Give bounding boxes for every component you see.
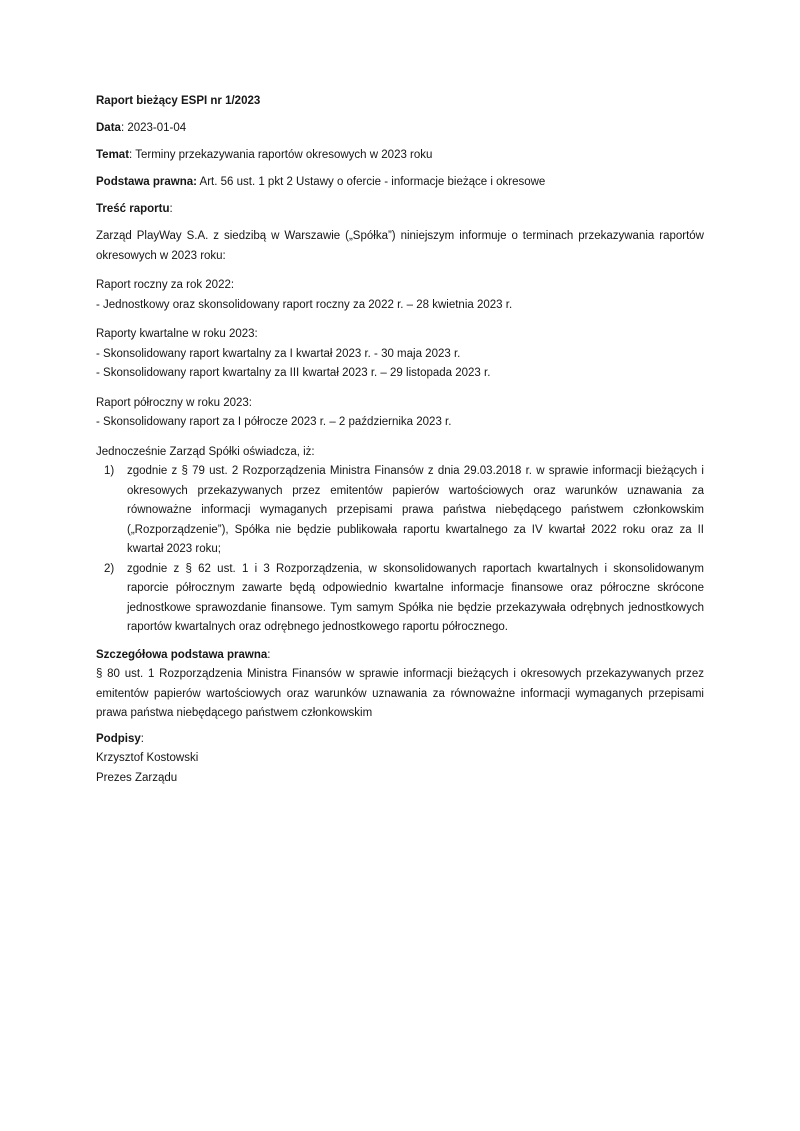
intro-paragraph: Zarząd PlayWay S.A. z siedzibą w Warszawie („Spółka”) niniejszym informuje o terminach przekazywania raportów okresowych w 2023 roku: — [96, 230, 704, 262]
schedule-annual-item: - Jednostkowy oraz skonsolidowany raport roczny za 2022 r. – 28 kwietnia 2023 r. — [96, 298, 513, 311]
schedule-quarterly-item-q3: - Skonsolidowany raport kwartalny za III kwartał 2023 r. – 29 listopada 2023 r. — [96, 367, 491, 379]
meta-subject-value: : Terminy przekazywania raportów okresowych w 2023 roku — [129, 149, 433, 161]
schedule-quarterly-block — [96, 325, 704, 384]
meta-legal-basis-value: Art. 56 ust. 1 pkt 2 Ustawy o ofercie - informacje bieżące i okresowe — [196, 176, 546, 188]
statement-item-1 — [96, 462, 704, 560]
meta-date-line — [96, 119, 704, 139]
schedule-annual-block — [96, 276, 704, 315]
signatures-label: Podpisy — [96, 732, 141, 745]
schedule-halfyear-heading: Raport półroczny w roku 2023: — [96, 396, 252, 409]
signatures-heading — [96, 730, 704, 750]
content-heading — [96, 200, 704, 220]
statement-item-2 — [96, 560, 704, 638]
meta-subject-label: Temat — [96, 149, 130, 161]
statement-item-2-marker: 2) — [104, 562, 115, 575]
detailed-legal-basis-heading — [96, 646, 704, 666]
detailed-legal-basis-label: Szczegółowa podstawa prawna — [96, 648, 268, 661]
signature-position: Prezes Zarządu — [96, 771, 178, 784]
meta-date-label: Data — [96, 122, 121, 134]
statement-list — [96, 462, 704, 638]
report-title — [96, 92, 704, 112]
schedule-halfyear-block — [96, 394, 704, 433]
detailed-legal-basis-colon: : — [267, 648, 271, 661]
signatures-colon: : — [140, 732, 144, 745]
schedule-quarterly-item-q1: - Skonsolidowany raport kwartalny za I kwartał 2023 r. - 30 maja 2023 r. — [96, 347, 461, 360]
content-heading-label: Treść raportu — [96, 203, 170, 215]
espi-report-document — [96, 92, 704, 798]
detailed-legal-basis-block — [96, 646, 704, 724]
detailed-legal-basis-text: § 80 ust. 1 Rozporządzenia Ministra Finansów w sprawie informacji bieżących i okresowych przekazywanych przez emitentów papierów wartościowych oraz warunków uznawania za równoważne informacji wymaganych przepisami prawa państwa niebędącego państwem członkowskim — [96, 668, 704, 719]
meta-legal-basis-line — [96, 173, 704, 193]
meta-subject-line — [96, 146, 704, 166]
statement-block — [96, 443, 704, 638]
signature-name: Krzysztof Kostowski — [96, 752, 199, 764]
statement-item-1-marker: 1) — [104, 465, 115, 477]
statement-item-2-text: zgodnie z § 62 ust. 1 i 3 Rozporządzenia, w skonsolidowanych raportach kwartalnych i skonsolidowanym raporcie półrocznym zawarte będą odpowiednio kwartalne informacje finansowe oraz półroczne skrócone jednostkowe sprawozdanie finansowe. Tym samym Spółka nie będzie przekazywała odrębnych jednostkowych raportów kwartalnych oraz odrębnego jednostkowego raportu półrocznego. — [127, 562, 704, 633]
schedule-halfyear-item: - Skonsolidowany raport za I półrocze 2023 r. – 2 października 2023 r. — [96, 416, 452, 428]
meta-legal-basis-label: Podstawa prawna: — [96, 176, 197, 188]
meta-date-value: : 2023-01-04 — [120, 122, 187, 134]
schedule-quarterly-heading: Raporty kwartalne w roku 2023: — [96, 328, 258, 340]
schedule-annual-heading: Raport roczny za rok 2022: — [96, 279, 235, 291]
signatures-block — [96, 730, 704, 789]
statement-item-1-text: zgodnie z § 79 ust. 2 Rozporządzenia Ministra Finansów z dnia 29.03.2018 r. w sprawie informacji bieżących i okresowych przekazywanych przez emitentów papierów wartościowych oraz warunków uznawania za równoważne informacji wymaganych przepisami prawa państwa niebędącego państwem członkowskim („Rozporządzenie”), Spółka nie będzie publikowała raportu kwartalnego za IV kwartał 2022 roku oraz za II kwartał 2023 roku; — [127, 465, 704, 555]
report-title-text: Raport bieżący ESPI nr 1/2023 — [96, 95, 261, 107]
statement-intro: Jednocześnie Zarząd Spółki oświadcza, iż: — [96, 445, 315, 458]
content-heading-colon: : — [169, 203, 173, 215]
